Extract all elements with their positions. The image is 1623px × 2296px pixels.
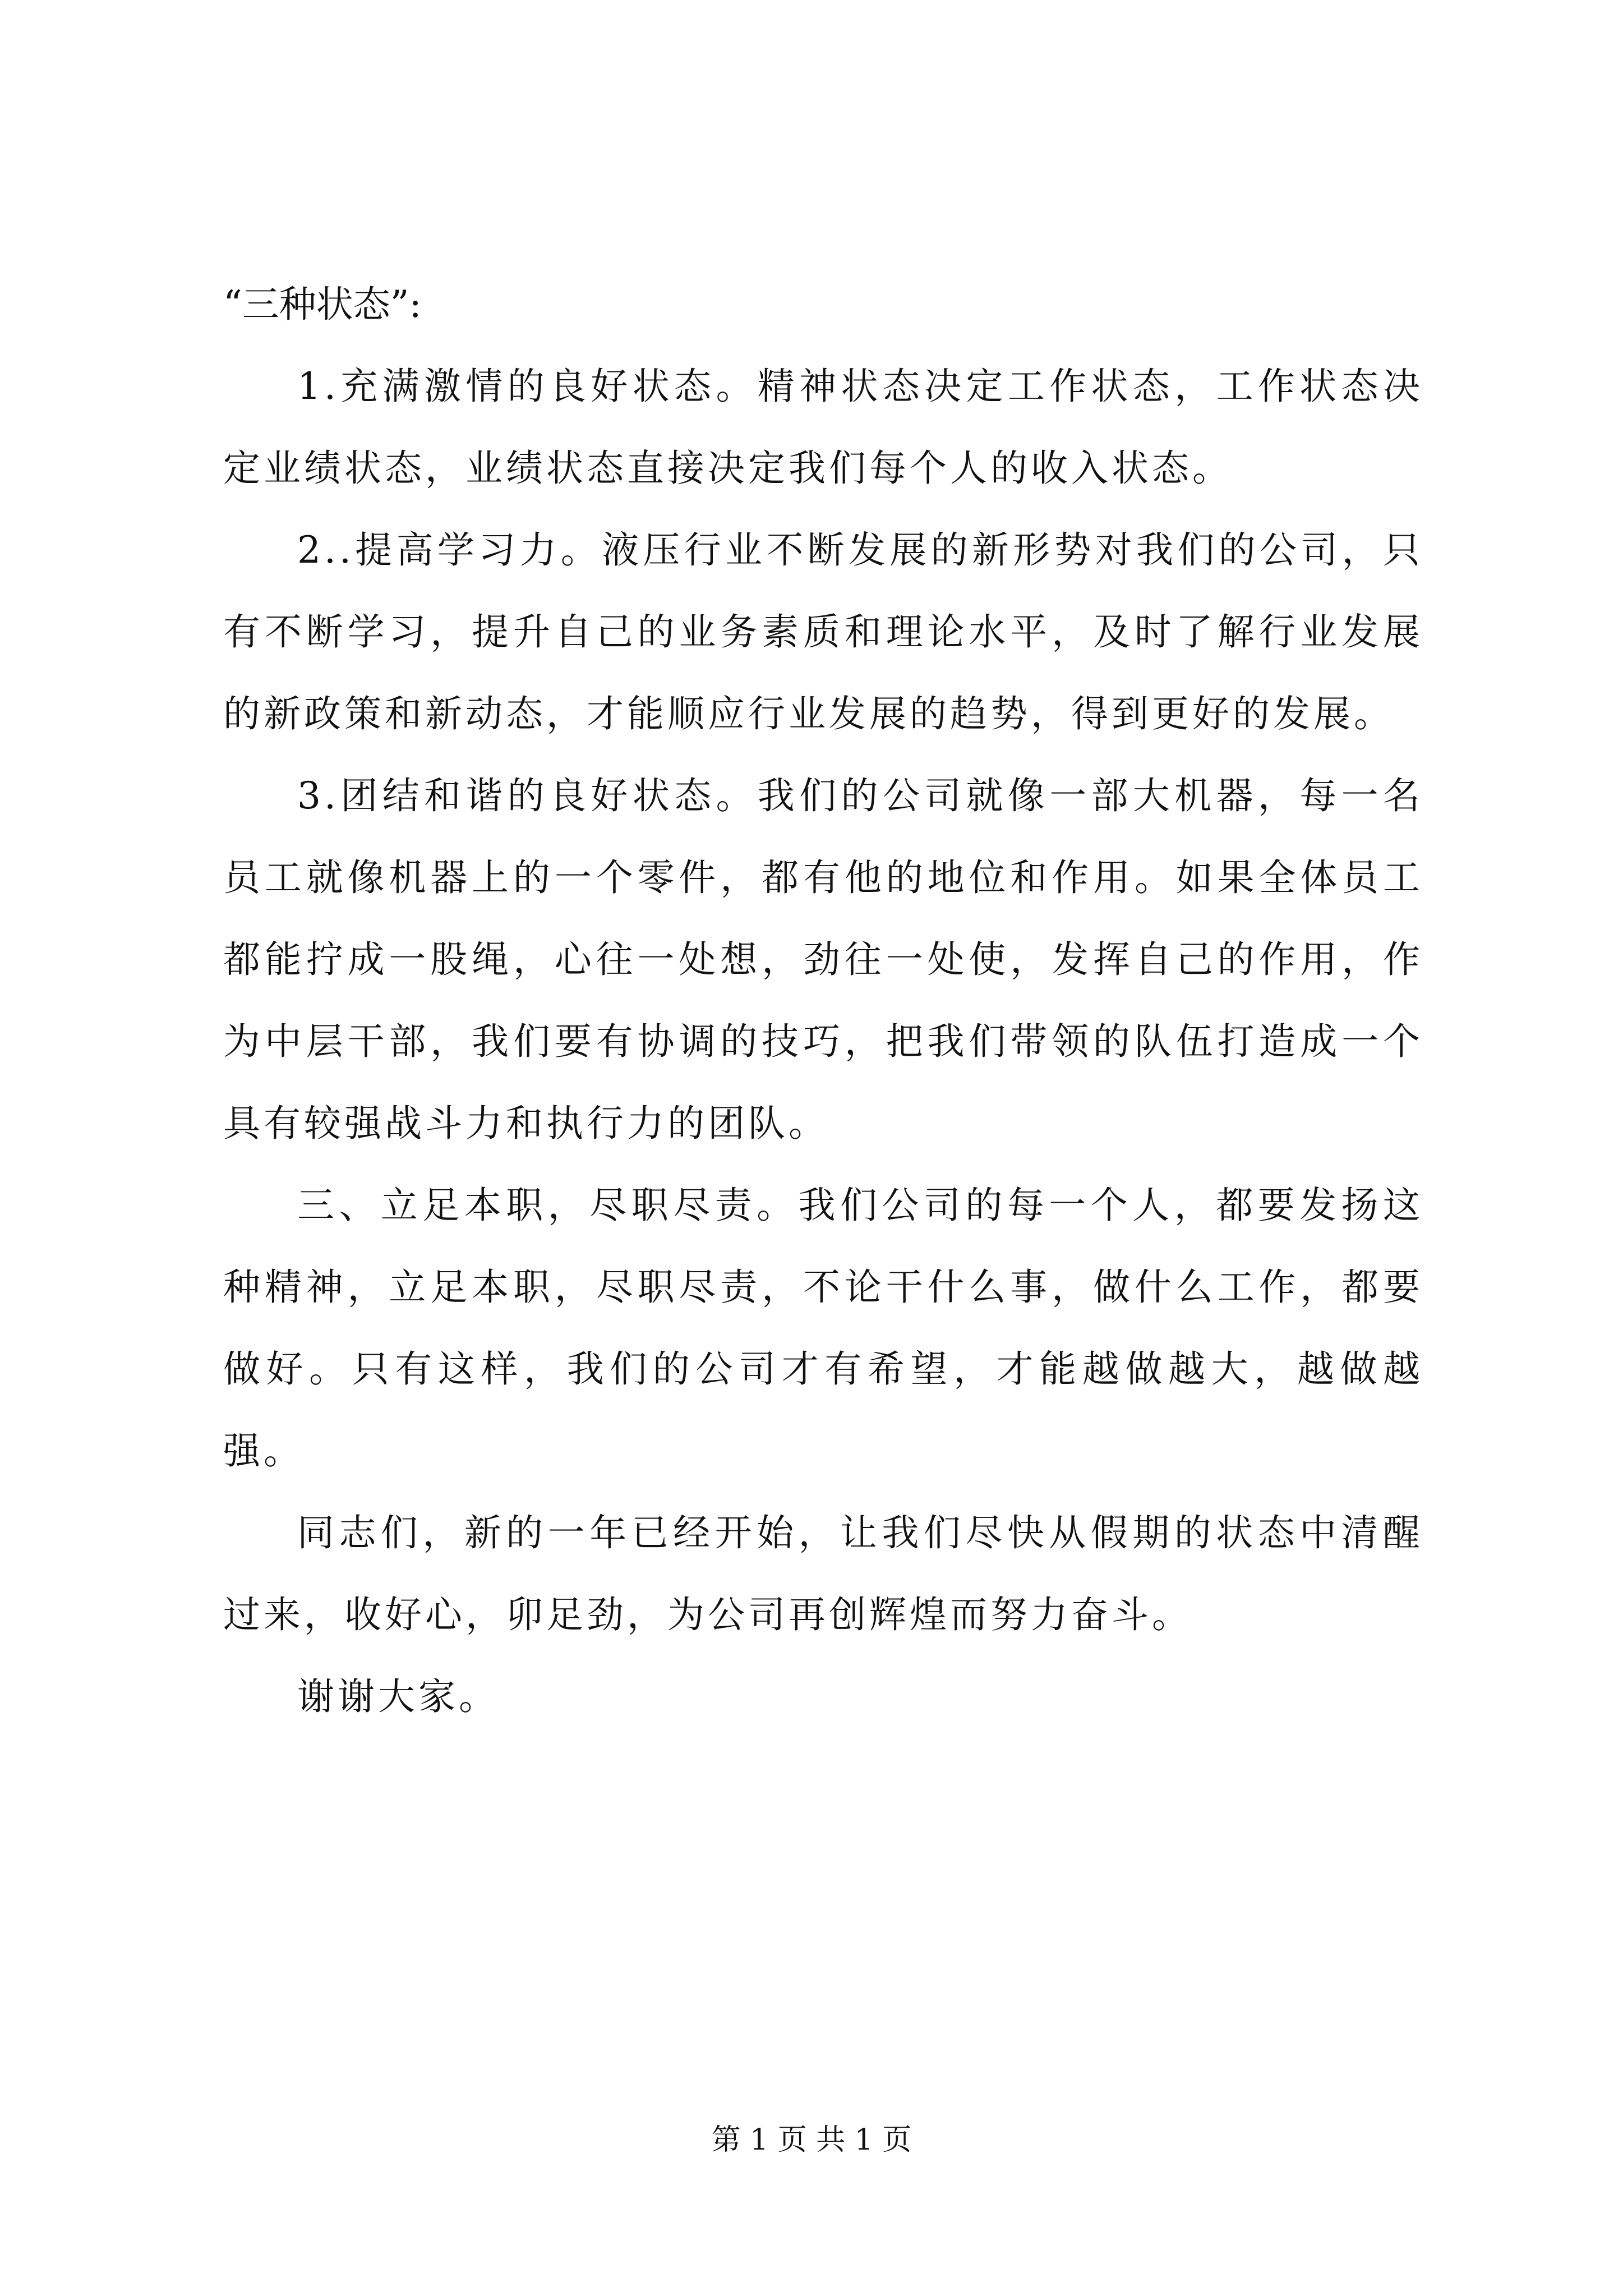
document-body (223, 264, 1423, 1738)
paragraph-thanks: 谢谢大家。 (297, 1675, 499, 1718)
page-number-footer: 第 1 页 共 1 页 (711, 2123, 912, 2157)
paragraph-closing: 同志们，新的一年已经开始，让我们尽快从假期的状态中清醒过来，收好心，卯足劲，为公司再创辉煌而努力奋斗。 (223, 1511, 1423, 1636)
paragraph-duty: 三、立足本职，尽职尽责。我们公司的每一个人，都要发扬这种精神，立足本职，尽职尽责，不论干什么事，做什么工作，都要做好。只有这样，我们的公司才有希望，才能越做越大，越做越强。 (223, 1184, 1423, 1473)
paragraph-learning: 2..提高学习力。液压行业不断发展的新形势对我们的公司，只有不断学习，提升自己的业务素质和理论水平，及时了解行业发展的新政策和新动态，才能顺应行业发展的趋势，得到更好的发展。 (223, 528, 1423, 735)
paragraph-state-passion: 1.充满激情的良好状态。精神状态决定工作状态，工作状态决定业绩状态，业绩状态直接决定我们每个人的收入状态。 (223, 365, 1423, 490)
section-heading: “三种状态”: (223, 283, 422, 326)
paragraph-unity: 3.团结和谐的良好状态。我们的公司就像一部大机器，每一名员工就像机器上的一个零件，都有他的地位和作用。如果全体员工都能拧成一股绳，心往一处想，劲往一处使，发挥自己的作用，作为中层干部，我们要有协调的技巧，把我们带领的队伍打造成一个具有较强战斗力和执行力的团队。 (223, 774, 1423, 1145)
